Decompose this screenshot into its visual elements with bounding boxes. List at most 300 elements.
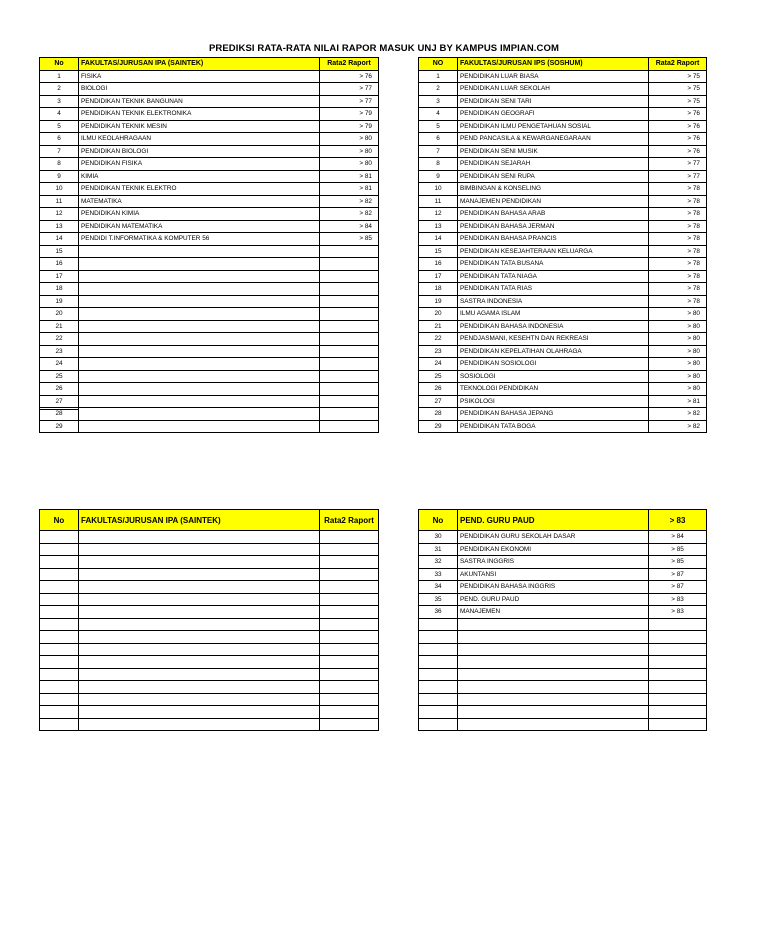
row-number: 13	[419, 220, 458, 233]
table-row	[40, 120, 379, 133]
header-value: > 83	[649, 510, 707, 531]
row-name: PENDIDIKAN TEKNIK ELEKTRONIKA	[79, 108, 320, 121]
table-header-row	[40, 58, 379, 71]
row-value	[320, 283, 379, 296]
table-row	[419, 145, 707, 158]
row-value	[320, 656, 379, 669]
row-name: PENDIDIKAN TATA NIAGA	[458, 270, 649, 283]
row-number: 27	[419, 395, 458, 408]
row-value: > 87	[649, 568, 707, 581]
table-row	[419, 170, 707, 183]
row-value	[320, 543, 379, 556]
row-number	[40, 581, 79, 594]
row-number: 24	[419, 358, 458, 371]
table-row	[419, 618, 707, 631]
row-name	[79, 270, 320, 283]
row-name: PENDIDIKAN ILMU PENGETAHUAN SOSIAL	[458, 120, 649, 133]
row-number: 6	[40, 133, 79, 146]
row-value: > 81	[320, 183, 379, 196]
row-name	[79, 593, 320, 606]
row-value: > 78	[649, 195, 707, 208]
row-name: PENDIDIKAN TATA BUSANA	[458, 258, 649, 271]
row-name	[79, 395, 320, 408]
table-row	[419, 656, 707, 669]
row-value: > 75	[649, 83, 707, 96]
row-name: PENDIDIKAN SEJARAH	[458, 158, 649, 171]
row-value: > 75	[649, 70, 707, 83]
row-number: 16	[40, 258, 79, 271]
row-number: 29	[419, 420, 458, 433]
header-name: FAKULTAS/JURUSAN IPA (SAINTEK)	[79, 510, 320, 531]
header-no: No	[419, 510, 458, 531]
table-row	[40, 145, 379, 158]
row-name: ILMU AGAMA ISLAM	[458, 308, 649, 321]
row-number: 16	[419, 258, 458, 271]
row-name: PENDIDI T.INFORMATIKA & KOMPUTER 56	[79, 233, 320, 246]
row-name: PENDIDIKAN LUAR SEKOLAH	[458, 83, 649, 96]
row-name: PENDIDIKAN TATA RIAS	[458, 283, 649, 296]
table-row	[40, 108, 379, 121]
table-row	[419, 383, 707, 396]
table-row	[40, 408, 379, 421]
row-value	[320, 370, 379, 383]
row-name	[79, 370, 320, 383]
row-value: > 83	[649, 606, 707, 619]
row-value	[320, 320, 379, 333]
row-name	[79, 531, 320, 544]
row-name: SOSIOLOGI	[458, 370, 649, 383]
row-number: 11	[40, 195, 79, 208]
row-number: 4	[40, 108, 79, 121]
row-value	[320, 706, 379, 719]
saintek-table-2	[39, 509, 379, 731]
row-number: 7	[40, 145, 79, 158]
page-title: PREDIKSI RATA-RATA NILAI RAPOR MASUK UNJ BY KAMPUS IMPIAN.COM	[208, 43, 560, 54]
row-number	[419, 706, 458, 719]
table-row	[40, 618, 379, 631]
row-name	[79, 408, 320, 421]
row-name	[458, 618, 649, 631]
row-name	[79, 656, 320, 669]
table-row	[419, 83, 707, 96]
header-name: FAKULTAS/JURUSAN IPS (SOSHUM)	[458, 58, 649, 71]
row-value	[320, 333, 379, 346]
row-number: 14	[40, 233, 79, 246]
table-row	[419, 718, 707, 731]
table-row	[419, 420, 707, 433]
row-number: 4	[419, 108, 458, 121]
row-number: 17	[40, 270, 79, 283]
row-number: 22	[419, 333, 458, 346]
table-row	[40, 556, 379, 569]
row-number: 26	[419, 383, 458, 396]
row-value: > 83	[649, 593, 707, 606]
row-value	[320, 593, 379, 606]
table-row	[40, 333, 379, 346]
row-name: PENDIDIKAN GEOGRAFI	[458, 108, 649, 121]
row-value	[320, 358, 379, 371]
row-name	[79, 618, 320, 631]
row-name	[79, 631, 320, 644]
row-name	[79, 245, 320, 258]
row-number: 5	[40, 120, 79, 133]
row-value	[320, 270, 379, 283]
row-value	[320, 618, 379, 631]
table-row	[40, 208, 379, 221]
row-name: PENDIDIKAN MATEMATIKA	[79, 220, 320, 233]
row-value	[649, 618, 707, 631]
row-value: > 78	[649, 295, 707, 308]
row-number	[40, 693, 79, 706]
row-name	[79, 543, 320, 556]
table-row	[419, 345, 707, 358]
table-row	[40, 158, 379, 171]
table-row	[40, 270, 379, 283]
row-number	[40, 556, 79, 569]
row-value	[320, 568, 379, 581]
row-number: 34	[419, 581, 458, 594]
row-number	[40, 718, 79, 731]
row-number: 17	[419, 270, 458, 283]
row-value	[320, 581, 379, 594]
table-row	[419, 220, 707, 233]
row-name	[79, 581, 320, 594]
row-value: > 80	[649, 383, 707, 396]
row-number: 24	[40, 358, 79, 371]
table-row	[419, 543, 707, 556]
row-name	[79, 283, 320, 296]
row-name: PENDIDIKAN SOSIOLOGI	[458, 358, 649, 371]
row-value: > 80	[320, 133, 379, 146]
table-row	[40, 183, 379, 196]
row-name	[458, 693, 649, 706]
row-number	[419, 693, 458, 706]
row-value: > 84	[649, 531, 707, 544]
row-number: 29	[40, 420, 79, 433]
table-row	[40, 283, 379, 296]
table-row	[419, 283, 707, 296]
row-value: > 77	[649, 158, 707, 171]
row-number	[419, 643, 458, 656]
row-number: 8	[419, 158, 458, 171]
row-name: PENDJASMANI, KESEHTN DAN REKREASI	[458, 333, 649, 346]
table-row	[419, 531, 707, 544]
header-value: Rata2 Raport	[320, 510, 379, 531]
row-name: BIMBINGAN & KONSELING	[458, 183, 649, 196]
table-row	[40, 233, 379, 246]
row-name	[79, 345, 320, 358]
row-name	[79, 643, 320, 656]
table-row	[419, 333, 707, 346]
row-name: PENDIDIKAN BAHASA INDONESIA	[458, 320, 649, 333]
row-name: BIOLOGI	[79, 83, 320, 96]
row-name: PENDIDIKAN TEKNIK ELEKTRO	[79, 183, 320, 196]
table-row	[40, 568, 379, 581]
table-row	[419, 693, 707, 706]
table-row	[419, 295, 707, 308]
row-number: 12	[419, 208, 458, 221]
row-name	[79, 606, 320, 619]
header-name: FAKULTAS/JURUSAN IPA (SAINTEK)	[79, 58, 320, 71]
row-number	[419, 656, 458, 669]
row-number	[40, 656, 79, 669]
row-name	[79, 668, 320, 681]
row-number: 31	[419, 543, 458, 556]
header-no: No	[40, 58, 79, 71]
row-number	[40, 543, 79, 556]
row-number	[40, 531, 79, 544]
row-value: > 77	[320, 95, 379, 108]
row-number: 3	[419, 95, 458, 108]
row-name: AKUNTANSI	[458, 568, 649, 581]
table-row	[419, 556, 707, 569]
row-number	[419, 631, 458, 644]
row-number: 35	[419, 593, 458, 606]
table-row	[40, 383, 379, 396]
row-number: 32	[419, 556, 458, 569]
row-name: FISIKA	[79, 70, 320, 83]
row-number	[40, 706, 79, 719]
row-value	[320, 308, 379, 321]
row-value: > 80	[649, 320, 707, 333]
table-row	[40, 718, 379, 731]
row-value: > 85	[649, 556, 707, 569]
row-number: 8	[40, 158, 79, 171]
row-number: 11	[419, 195, 458, 208]
table-row	[419, 358, 707, 371]
row-number: 25	[40, 370, 79, 383]
row-value: > 79	[320, 120, 379, 133]
table-row	[40, 95, 379, 108]
row-value	[320, 643, 379, 656]
row-name: PENDIDIKAN BIOLOGI	[79, 145, 320, 158]
table-row	[40, 170, 379, 183]
row-value	[649, 643, 707, 656]
row-number: 21	[40, 320, 79, 333]
table-row	[419, 308, 707, 321]
row-value	[320, 295, 379, 308]
row-name	[79, 333, 320, 346]
row-value: > 81	[320, 170, 379, 183]
row-value: > 80	[649, 333, 707, 346]
row-number: 12	[40, 208, 79, 221]
table-row	[419, 643, 707, 656]
row-name	[79, 568, 320, 581]
row-number: 3	[40, 95, 79, 108]
table-header-row	[40, 510, 379, 531]
row-name: ILMU KEOLAHRAGAAN	[79, 133, 320, 146]
table-row	[40, 581, 379, 594]
row-number: 22	[40, 333, 79, 346]
row-name	[79, 358, 320, 371]
table-row	[40, 706, 379, 719]
row-name: PENDIDIKAN GURU SEKOLAH DASAR	[458, 531, 649, 544]
row-value: > 76	[649, 133, 707, 146]
row-name: PENDIDIKAN SENI MUSIK	[458, 145, 649, 158]
row-value: > 82	[649, 408, 707, 421]
row-value: > 80	[649, 370, 707, 383]
row-name: PENDIDIKAN LUAR BIASA	[458, 70, 649, 83]
table-row	[40, 395, 379, 408]
row-number: 26	[40, 383, 79, 396]
row-name	[79, 693, 320, 706]
row-name	[458, 681, 649, 694]
row-value: > 80	[320, 145, 379, 158]
table-row	[40, 631, 379, 644]
header-no: NO	[419, 58, 458, 71]
soshum-table-2	[418, 509, 707, 731]
row-value: > 78	[649, 208, 707, 221]
row-number: 18	[40, 283, 79, 296]
row-number: 10	[40, 183, 79, 196]
row-number: 33	[419, 568, 458, 581]
table-row	[40, 420, 379, 433]
row-name: MANAJEMEN PENDIDIKAN	[458, 195, 649, 208]
row-number: 7	[419, 145, 458, 158]
row-value: > 81	[649, 395, 707, 408]
row-number: 36	[419, 606, 458, 619]
table-row	[40, 258, 379, 271]
row-number: 19	[40, 295, 79, 308]
header-value: Rata2 Raport	[649, 58, 707, 71]
row-number	[40, 631, 79, 644]
row-name: MANAJEMEN	[458, 606, 649, 619]
row-name	[79, 718, 320, 731]
row-value: > 82	[320, 195, 379, 208]
table-row	[40, 220, 379, 233]
row-number	[40, 668, 79, 681]
row-name: KIMIA	[79, 170, 320, 183]
row-name: PENDIDIKAN BAHASA INGGRIS	[458, 581, 649, 594]
row-value: > 78	[649, 258, 707, 271]
table-row	[419, 133, 707, 146]
table-header-row	[419, 510, 707, 531]
row-name: PEND. GURU PAUD	[458, 593, 649, 606]
table-header-row	[419, 58, 707, 71]
row-value: > 76	[320, 70, 379, 83]
row-number: 14	[419, 233, 458, 246]
row-number	[40, 681, 79, 694]
table-row	[40, 245, 379, 258]
row-number: 19	[419, 295, 458, 308]
row-name: TEKNOLOGI PENDIDIKAN	[458, 383, 649, 396]
row-value	[649, 631, 707, 644]
row-name	[79, 420, 320, 433]
row-value	[649, 656, 707, 669]
table-row	[40, 681, 379, 694]
row-number	[419, 618, 458, 631]
row-name	[79, 706, 320, 719]
row-value: > 78	[649, 183, 707, 196]
row-name: PENDIDIKAN TATA BOGA	[458, 420, 649, 433]
table-row	[40, 308, 379, 321]
row-value	[320, 606, 379, 619]
table-row	[40, 320, 379, 333]
row-number: 28	[40, 408, 79, 421]
extra-cell	[39, 398, 79, 410]
row-value	[320, 718, 379, 731]
row-number: 6	[419, 133, 458, 146]
row-value	[320, 668, 379, 681]
table-row	[40, 195, 379, 208]
row-value	[649, 693, 707, 706]
row-value	[320, 631, 379, 644]
table-row	[40, 295, 379, 308]
header-name: PEND. GURU PAUD	[458, 510, 649, 531]
row-name: PENDIDIKAN KESEJAHTERAAN KELUARGA	[458, 245, 649, 258]
row-name	[79, 320, 320, 333]
table-row	[419, 395, 707, 408]
row-number: 15	[40, 245, 79, 258]
row-number: 9	[40, 170, 79, 183]
row-name	[458, 706, 649, 719]
table-row	[40, 370, 379, 383]
row-value: > 79	[320, 108, 379, 121]
row-name	[458, 718, 649, 731]
row-name: MATEMATIKA	[79, 195, 320, 208]
table-row	[419, 208, 707, 221]
row-value	[320, 556, 379, 569]
row-value	[320, 345, 379, 358]
table-row	[419, 370, 707, 383]
row-number: 25	[419, 370, 458, 383]
table-row	[40, 606, 379, 619]
row-name	[79, 308, 320, 321]
row-number	[40, 568, 79, 581]
row-number	[40, 593, 79, 606]
table-row	[419, 183, 707, 196]
row-name	[458, 643, 649, 656]
saintek-table	[39, 57, 379, 433]
row-value	[649, 668, 707, 681]
row-value	[320, 693, 379, 706]
row-number: 15	[419, 245, 458, 258]
soshum-table	[418, 57, 707, 433]
row-number: 10	[419, 183, 458, 196]
row-value: > 75	[649, 95, 707, 108]
row-name	[79, 295, 320, 308]
row-number: 23	[40, 345, 79, 358]
table-row	[419, 95, 707, 108]
table-row	[40, 83, 379, 96]
row-value: > 82	[649, 420, 707, 433]
row-name: PEND PANCASILA & KEWARGANEGARAAN	[458, 133, 649, 146]
row-number: 18	[419, 283, 458, 296]
row-value: > 76	[649, 108, 707, 121]
row-name: PENDIDIKAN KIMIA	[79, 208, 320, 221]
row-name: SASTRA INDONESIA	[458, 295, 649, 308]
table-row	[419, 568, 707, 581]
row-number: 1	[419, 70, 458, 83]
row-name: SASTRA INGGRIS	[458, 556, 649, 569]
row-value: > 80	[320, 158, 379, 171]
row-name: PENDIDIKAN BAHASA ARAB	[458, 208, 649, 221]
table-row	[419, 245, 707, 258]
row-value: > 80	[649, 358, 707, 371]
row-number: 20	[40, 308, 79, 321]
row-name	[458, 668, 649, 681]
row-value: > 78	[649, 233, 707, 246]
table-row	[419, 593, 707, 606]
table-row	[419, 408, 707, 421]
table-row	[419, 233, 707, 246]
row-name: PSIKOLOGI	[458, 395, 649, 408]
table-row	[419, 581, 707, 594]
table-row	[40, 358, 379, 371]
row-number: 13	[40, 220, 79, 233]
table-row	[40, 133, 379, 146]
row-value: > 85	[320, 233, 379, 246]
